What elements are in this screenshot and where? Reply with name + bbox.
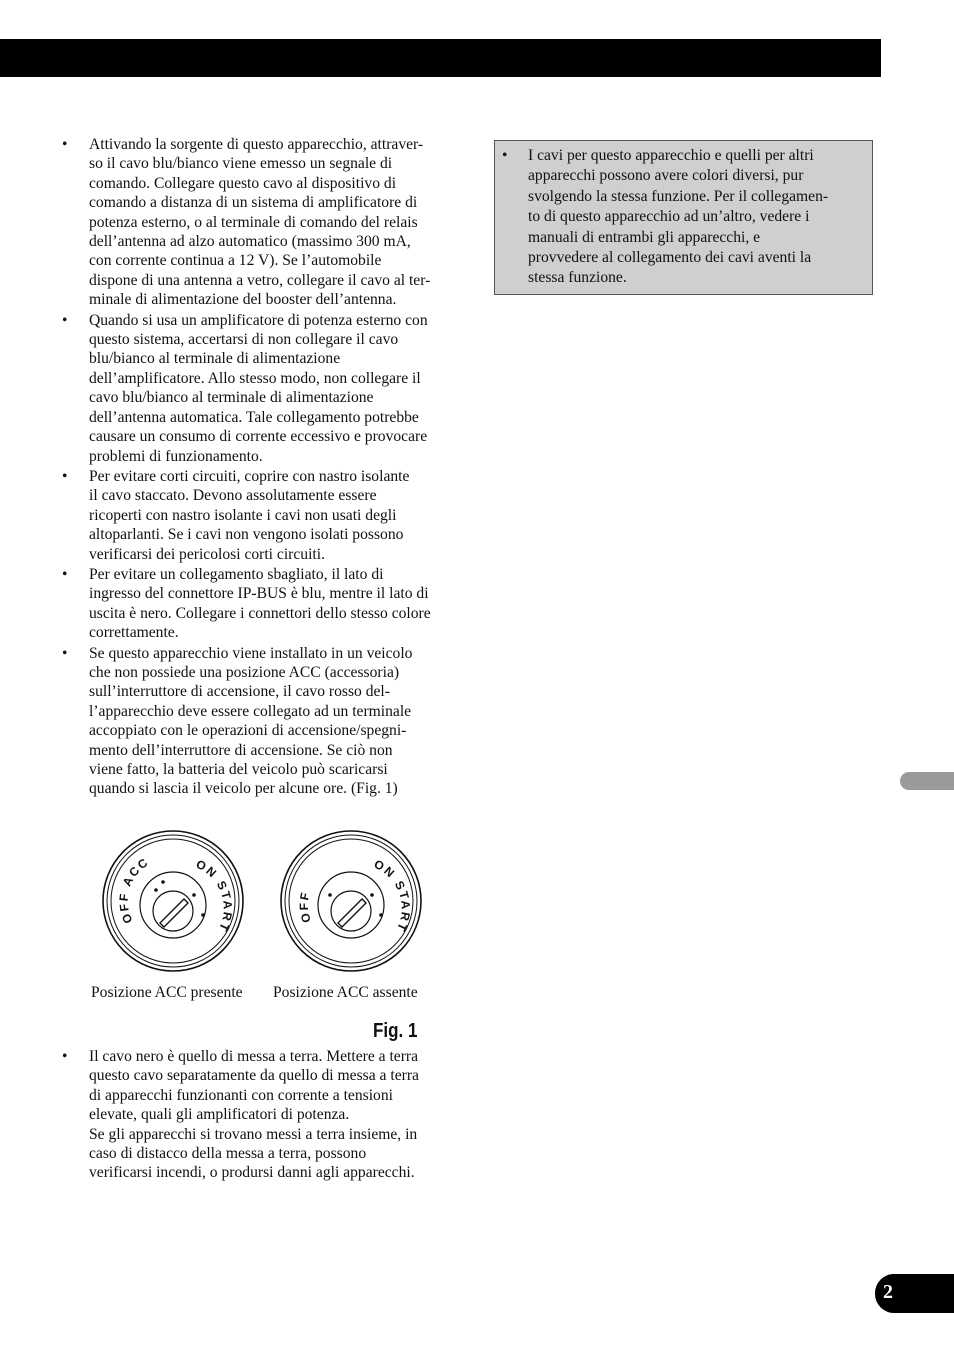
bullet-item bbox=[60, 135, 460, 310]
dial-label-on: ON bbox=[193, 856, 221, 882]
left-column bbox=[60, 135, 460, 799]
bullet-line: cavo blu/bianco al terminale di alimentazione bbox=[89, 389, 374, 407]
bullet-line: sull’interruttore di accensione, il cavo rosso del- bbox=[89, 683, 390, 701]
bullet-item bbox=[60, 644, 460, 799]
bullet-line: Se gli apparecchi si trovano messi a terra insieme, in bbox=[89, 1125, 418, 1143]
position-dot bbox=[201, 913, 205, 917]
bullet-line: Attivando la sorgente di questo apparecchio, attraver- bbox=[89, 136, 424, 153]
bullet-marker: • bbox=[62, 136, 68, 153]
bullet-line: verificarsi dei pericolosi corti circuiti. bbox=[89, 545, 325, 563]
bullet-item bbox=[60, 311, 460, 466]
bullet-line: verificarsi incendi, o prodursi danni agli apparecchi. bbox=[89, 1164, 415, 1182]
bullet-line: l’apparecchio deve essere collegato ad un terminale bbox=[89, 702, 412, 720]
bullet-line: mento dell’interruttore di accensione. Se ciò non bbox=[89, 741, 393, 759]
bullet-line: questo cavo separatamente da quello di messa a terra bbox=[89, 1067, 419, 1085]
note-item bbox=[500, 146, 862, 289]
bullet-line: Se questo apparecchio viene installato in un veicolo bbox=[89, 644, 413, 662]
bullet-line: questo sistema, accertarsi di non collegare il cavo bbox=[89, 331, 399, 349]
dial-label-off: OFF bbox=[296, 889, 314, 925]
bullet-line: comando. Collegare questo cavo al dispositivo di bbox=[89, 174, 397, 192]
bullet-line: con corrente continua a 12 V). Se l’automobile bbox=[89, 252, 382, 270]
dial-caption: Posizione ACC presente bbox=[91, 984, 243, 1001]
ignition-figure bbox=[90, 822, 450, 1042]
bullet-line: Quando si usa un amplificatore di potenza esterno con bbox=[89, 311, 428, 329]
bullet-item bbox=[60, 1047, 460, 1183]
bullet-line: Per evitare corti circuiti, coprire con nastro isolante bbox=[89, 467, 410, 485]
bullet-item bbox=[60, 565, 460, 643]
bullet-line: altoparlanti. Se i cavi non vengono isolati possono bbox=[89, 526, 404, 544]
section-tab bbox=[900, 772, 954, 790]
position-dot bbox=[328, 893, 332, 897]
bullet-line: causare un consumo di corrente eccessivo e provocare bbox=[89, 428, 428, 446]
dial-label-start: START bbox=[213, 878, 235, 936]
note-line: provvedere al collegamento dei cavi aventi la bbox=[528, 249, 812, 267]
position-dot bbox=[379, 913, 383, 917]
bullet-item bbox=[60, 467, 460, 564]
figure-label: Fig. 1 bbox=[373, 1020, 418, 1042]
bullet-line: Per evitare un collegamento sbagliato, il lato di bbox=[89, 565, 384, 583]
bullet-line: che non possiede una posizione ACC (accessoria) bbox=[89, 663, 400, 681]
note-line: apparecchi possono avere colori diversi, pur bbox=[528, 167, 804, 185]
dial-label-start: START bbox=[391, 878, 413, 936]
bullet-line: caso di distacco della messa a terra, possono bbox=[89, 1145, 367, 1163]
bullet-line: accoppiato con le operazioni di accensione/spegni- bbox=[89, 722, 407, 740]
bullet-marker: • bbox=[502, 147, 508, 164]
bullet-line: comando a distanza di un sistema di amplificatore di bbox=[89, 194, 418, 212]
note-line: manuali di entrambi gli apparecchi, e bbox=[528, 228, 761, 246]
bullet-line: dell’amplificatore. Allo stesso modo, non collegare il bbox=[89, 369, 421, 387]
bullet-marker: • bbox=[62, 467, 68, 485]
bullet-marker: • bbox=[62, 644, 68, 662]
bullet-line: viene fatto, la batteria del veicolo può scaricarsi bbox=[89, 761, 388, 778]
bullet-line: so il cavo blu/bianco viene emesso un segnale di bbox=[89, 155, 393, 173]
page-number: 2 bbox=[883, 1281, 893, 1303]
bullet-line: problemi di funzionamento. bbox=[89, 447, 263, 465]
left-column-continued bbox=[60, 1047, 460, 1183]
dial-label-off: OFF bbox=[116, 891, 136, 926]
bullet-line: dell’antenna ad alzo automatico (massimo 300 mA, bbox=[89, 233, 411, 251]
bullet-line: di apparecchi funzionanti con corrente a tensioni bbox=[89, 1086, 393, 1104]
dial-caption: Posizione ACC assente bbox=[273, 984, 418, 1001]
note-line: to di questo apparecchio ad un’altro, vedere i bbox=[528, 208, 810, 226]
bullet-line: dell’antenna automatica. Tale collegamento potrebbe bbox=[89, 408, 419, 426]
bullet-line: dispone di una antenna a vetro, collegare il cavo al ter- bbox=[89, 271, 431, 289]
header-bar bbox=[0, 39, 881, 77]
ignition-dial-acc-absent bbox=[278, 827, 424, 975]
bullet-line: quando si lascia il veicolo per alcune ore. (Fig. 1) bbox=[89, 780, 398, 798]
bullet-line: elevate, quali gli amplificatori di potenza. bbox=[89, 1106, 350, 1124]
bullet-line: potenza esterno, o al terminale di comando del relais bbox=[89, 213, 418, 231]
position-dot bbox=[370, 893, 374, 897]
bullet-line: Il cavo nero è quello di messa a terra. Mettere a terra bbox=[89, 1048, 419, 1065]
page-number-tab bbox=[875, 1274, 954, 1313]
note-line: stessa funzione. bbox=[528, 269, 627, 287]
dial-label-acc: ACC bbox=[119, 854, 152, 889]
bullet-line: correttamente. bbox=[89, 624, 179, 642]
bullet-line: ingresso del connettore IP-BUS è blu, mentre il lato di bbox=[89, 585, 429, 603]
position-dot bbox=[154, 888, 158, 892]
position-dot bbox=[161, 880, 165, 884]
note-line: I cavi per questo apparecchio e quelli per altri bbox=[528, 147, 814, 164]
bullet-line: blu/bianco al terminale di alimentazione bbox=[89, 350, 341, 368]
note-line: svolgendo la stessa funzione. Per il collegamen- bbox=[528, 187, 829, 205]
bullet-line: il cavo staccato. Devono assolutamente essere bbox=[89, 487, 377, 505]
ignition-dial-acc-present bbox=[100, 827, 246, 975]
bullet-line: uscita è nero. Collegare i connettori dello stesso colore bbox=[89, 604, 431, 622]
bullet-marker: • bbox=[62, 1048, 68, 1065]
position-dot bbox=[192, 893, 196, 897]
bullet-marker: • bbox=[62, 565, 68, 583]
dial-label-on: ON bbox=[371, 856, 399, 882]
bullet-line: ricoperti con nastro isolante i cavi non usati degli bbox=[89, 506, 397, 524]
bullet-marker: • bbox=[62, 311, 68, 329]
bullet-line: minale di alimentazione del booster dell’antenna. bbox=[89, 291, 397, 309]
note-box bbox=[494, 140, 873, 295]
